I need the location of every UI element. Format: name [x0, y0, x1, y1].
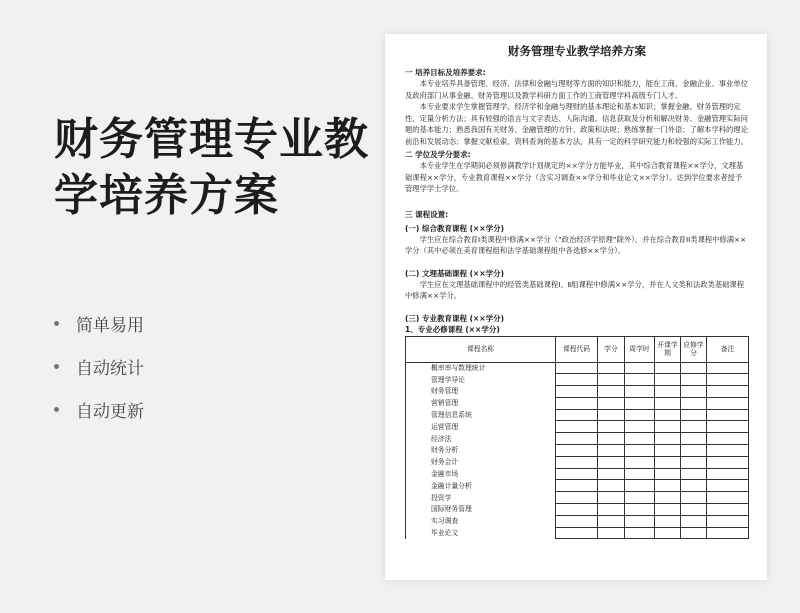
table-header-row [406, 336, 749, 362]
table-row [406, 386, 749, 398]
table-row [406, 397, 749, 409]
table-cell [707, 515, 749, 527]
table-cell [556, 468, 598, 480]
feature-item [54, 398, 144, 420]
column-header: 课程名称 [406, 336, 556, 362]
paragraph: 本专业要求学生掌握管理学、经济学和金融与理财的基本理论和基本知识；掌握金融、财务管理的定性、定量分析方法；具有较强的语言与文字表达、人际沟通、信息获取及分析和解决财务、金融管理实际问题的基本能力；熟悉我国有关财务、金融管理的方针、政策和法规；熟练掌握一门外语；了解本学科的理论前沿和发展动态；掌握文献检索、资料查询的基本方法，具有一定的科学研究能力和较强的实际工作能力。 [405, 102, 748, 146]
feature-label: 自动更新 [76, 401, 144, 422]
course-name-cell: 财务会计 [406, 456, 556, 468]
course-name-cell: 投资学 [406, 492, 556, 504]
table-cell [707, 492, 749, 504]
table-cell [556, 504, 598, 516]
table-cell [681, 433, 707, 445]
table-cell [625, 527, 655, 539]
table-cell [556, 433, 598, 445]
section-heading: 三 课程设置: [405, 209, 449, 219]
table-cell [625, 492, 655, 504]
table-cell [598, 480, 625, 492]
table-cell [598, 374, 625, 386]
column-header: 应修学分 [681, 336, 707, 362]
table-cell [625, 456, 655, 468]
table-cell [655, 421, 681, 433]
table-cell [707, 386, 749, 398]
table-cell [598, 362, 625, 374]
feature-list [54, 312, 144, 441]
feature-label: 简单易用 [76, 315, 144, 336]
table-cell [598, 445, 625, 457]
table-cell [625, 480, 655, 492]
table-cell [556, 480, 598, 492]
course-name-cell: 财务管理 [406, 386, 556, 398]
table-cell [556, 527, 598, 539]
table-row [406, 480, 749, 492]
table-cell [707, 397, 749, 409]
course-name-cell: 财务分析 [406, 445, 556, 457]
table-row [406, 409, 749, 421]
document-title: 财务管理专业教学培养方案 [508, 44, 646, 58]
table-cell [681, 468, 707, 480]
table-cell [625, 397, 655, 409]
document-preview [385, 34, 767, 580]
table-cell [655, 480, 681, 492]
table-cell [556, 374, 598, 386]
table-cell [625, 445, 655, 457]
table-cell [707, 445, 749, 457]
subsection-heading: 1、专业必修课程 (××学分) [405, 324, 500, 334]
table-cell [556, 421, 598, 433]
table-cell [598, 527, 625, 539]
column-header: 开课学期 [655, 336, 681, 362]
table-cell [625, 386, 655, 398]
table-cell [655, 409, 681, 421]
table-row [406, 492, 749, 504]
course-name-cell: 概率率与数理统计 [406, 362, 556, 374]
bullet-icon [54, 407, 59, 412]
bullet-icon [54, 321, 59, 326]
table-cell [681, 456, 707, 468]
feature-label: 自动统计 [76, 358, 144, 379]
table-cell [655, 515, 681, 527]
table-cell [625, 362, 655, 374]
table-cell [625, 421, 655, 433]
table-cell [598, 515, 625, 527]
table-cell [655, 468, 681, 480]
course-name-cell: 管理信息系统 [406, 409, 556, 421]
paragraph-clip [405, 101, 749, 146]
table-row [406, 456, 749, 468]
table-cell [707, 527, 749, 539]
paragraph: 学生应在文理基础课程中的经管类基础课程Ⅰ、Ⅱ组课程中修满××学分，并在人文类和法政类基础课程中修满××学分。 [405, 279, 745, 300]
table-row [406, 421, 749, 433]
table-cell [707, 504, 749, 516]
hero-title: 财务管理专业教学培养方案 [54, 114, 369, 221]
table-cell [655, 433, 681, 445]
course-name-cell: 毕业论文 [406, 527, 556, 539]
table-row [406, 362, 749, 374]
table-cell [655, 397, 681, 409]
table-cell [707, 421, 749, 433]
column-header: 备注 [707, 336, 749, 362]
table-cell [707, 433, 749, 445]
table-cell [556, 515, 598, 527]
course-name-cell: 管理学导论 [406, 374, 556, 386]
table-row [406, 504, 749, 516]
course-name-cell: 营销管理 [406, 397, 556, 409]
table-cell [655, 527, 681, 539]
table-cell [625, 433, 655, 445]
course-name-cell: 实习调查 [406, 515, 556, 527]
table-cell [625, 515, 655, 527]
table-cell [625, 468, 655, 480]
table-cell [681, 504, 707, 516]
column-header: 学分 [598, 336, 625, 362]
table-cell [556, 386, 598, 398]
table-cell [556, 362, 598, 374]
table-cell [681, 527, 707, 539]
table-cell [707, 409, 749, 421]
paragraph: 学生应在综合教育I类课程中修满××学分（“政治经济学原理”除外），并在综合教育II类课程中修满××学分（其中必须在美育课程组和法学基础课程组中各选修××学分）。 [405, 234, 747, 255]
table-cell [681, 492, 707, 504]
column-header: 课程代码 [556, 336, 598, 362]
table-cell [556, 456, 598, 468]
table-cell [655, 362, 681, 374]
table-cell [707, 456, 749, 468]
course-name-cell: 运营管理 [406, 421, 556, 433]
paragraph: 本专业学生在学期间必须修满教学计划规定的××学分方能毕业，其中综合教育课程××学分，文理基础课程××学分，专业教育课程××学分（含实习调查××学分和毕业论文××学分）。达到学位要求者授予管理学学士学位。 [405, 161, 744, 193]
feature-item [54, 355, 144, 377]
table-cell [707, 374, 749, 386]
table-cell [707, 480, 749, 492]
paragraph: 本专业培养具备管理、经济、法律和金融与理财等方面的知识和能力，能在工商、金融企业、事业单位及政府部门从事金融、财务管理以及教学科研方面工作的工商管理学科高级专门人才。 [405, 79, 748, 100]
section-heading: 一 培养目标及培养要求: [405, 68, 486, 77]
table-cell [655, 504, 681, 516]
subsection-heading: (二) 文理基础课程 (××学分) [405, 268, 505, 278]
table-cell [556, 409, 598, 421]
table-cell [681, 362, 707, 374]
table-cell [598, 456, 625, 468]
bullet-icon [54, 364, 59, 369]
table-row [406, 445, 749, 457]
table-cell [598, 468, 625, 480]
table-cell [681, 480, 707, 492]
table-row [406, 374, 749, 386]
table-cell [681, 421, 707, 433]
table-cell [707, 362, 749, 374]
table-cell [655, 374, 681, 386]
table-cell [598, 433, 625, 445]
table-cell [598, 421, 625, 433]
table-cell [707, 468, 749, 480]
table-row [406, 527, 749, 539]
table-body [406, 362, 749, 539]
feature-item [54, 312, 144, 334]
table-cell [655, 445, 681, 457]
table-cell [598, 397, 625, 409]
table-cell [681, 386, 707, 398]
table-row [406, 515, 749, 527]
course-name-cell: 金融市场 [406, 468, 556, 480]
table-cell [556, 445, 598, 457]
course-name-cell: 经济法 [406, 433, 556, 445]
table-cell [655, 492, 681, 504]
table-cell [556, 492, 598, 504]
course-name-cell: 国际财务管理 [406, 504, 556, 516]
table-cell [625, 409, 655, 421]
table-cell [625, 504, 655, 516]
table-cell [681, 374, 707, 386]
course-table [405, 336, 749, 540]
section-heading: 二 学位及学分要求: [405, 150, 471, 159]
table-cell [556, 397, 598, 409]
course-name-cell: 金融计量分析 [406, 480, 556, 492]
table-cell [655, 386, 681, 398]
table-cell [681, 515, 707, 527]
subsection-heading: (三) 专业教育课程 (××学分) [405, 313, 505, 323]
column-header: 周学时 [625, 336, 655, 362]
table-cell [681, 397, 707, 409]
table-row [406, 433, 749, 445]
table-cell [598, 386, 625, 398]
table-cell [598, 492, 625, 504]
table-cell [681, 445, 707, 457]
subsection-heading: (一) 综合教育课程 (××学分) [405, 223, 505, 233]
table-cell [655, 456, 681, 468]
table-cell [625, 374, 655, 386]
table-cell [598, 504, 625, 516]
table-cell [598, 409, 625, 421]
table-row [406, 468, 749, 480]
table-cell [681, 409, 707, 421]
